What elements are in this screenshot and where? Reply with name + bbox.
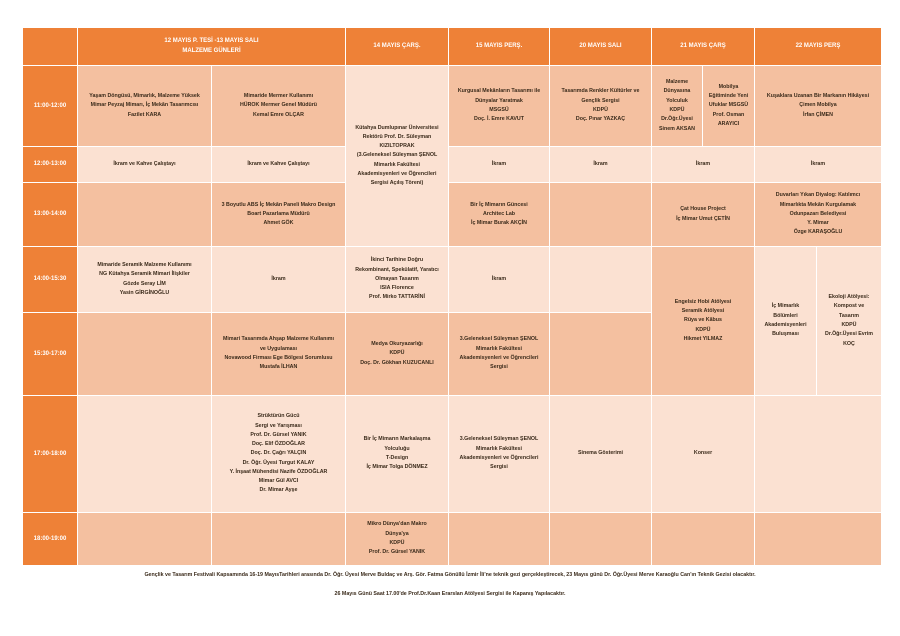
- time-slot: 17:00-18:00: [23, 396, 78, 513]
- empty-cell: [78, 183, 212, 247]
- cell-line: Kompost ve: [833, 303, 865, 310]
- footer-note-closing: 26 Mayıs Günü Saat 17.00'de Prof.Dr.Kaan Erarslan Atölyesi Sergisi ile Kapanış Yapılacaktır.: [334, 591, 566, 597]
- header-day-12-13-may: [78, 28, 346, 66]
- cell-line: MALZEME GÜNLERİ: [182, 47, 241, 54]
- cell-line: Mimar Gül AVCI: [258, 478, 299, 485]
- cell-line: ARAYICI: [717, 120, 740, 127]
- cell-line: İç Mimarlık: [771, 303, 800, 310]
- break-cell: İkram ve Kahve Çalıştayı: [212, 147, 346, 183]
- cell-line: ve Uygulaması: [259, 345, 298, 352]
- cell-line: Boart Pazarlama Müdürü: [247, 210, 310, 217]
- header-day-15-may: 15 MAYIS PERŞ.: [449, 28, 550, 66]
- cell-line: Ufuklar MSGSÜ: [708, 102, 749, 109]
- session-cell: Konser: [652, 396, 755, 513]
- cell-line: Akademisyenleri ve Öğrencileri: [459, 355, 539, 361]
- session-cell: [346, 396, 449, 513]
- cell-line: Dr.Öğr.Üyesi Evrim: [825, 331, 873, 338]
- cell-line: Doç. İ. Emre KAVUT: [474, 116, 524, 123]
- cell-line: Y. Mimar: [807, 220, 829, 227]
- schedule-table: [22, 27, 882, 566]
- cell-line: Bir İç Mimarın Markalaşma: [363, 436, 431, 443]
- cell-line: Tasarımda Renkler Kültürler ve: [561, 88, 640, 95]
- cell-line: Dünyalar Yaratmak: [475, 97, 523, 104]
- header-day-20-may: 20 MAYIS SALI: [550, 28, 652, 66]
- session-cell: [755, 183, 882, 247]
- cell-line: Gençlik Sergisi: [581, 97, 620, 104]
- cell-line: Doç. Dr. Gökhan KUZUCANLI: [360, 359, 434, 366]
- cell-line: Sergisi Açılış Töreni): [370, 180, 424, 187]
- session-cell: [212, 313, 346, 396]
- cell-line: KDPÜ: [592, 107, 608, 113]
- cell-line: Mikro Dünya'dan Makro: [367, 521, 427, 528]
- cell-line: Sergisi: [490, 364, 508, 371]
- empty-cell: [550, 313, 652, 396]
- cell-line: Akademisyenleri ve Öğrencileri: [357, 170, 437, 177]
- cell-line: Doç. Elif ÖZDOĞLAR: [252, 441, 305, 448]
- cell-line: Doç. Pınar YAZKAÇ: [575, 116, 626, 123]
- cell-line: Sinem AKSAN: [658, 125, 695, 132]
- cell-line: Akademisyenleri ve Öğrencileri: [459, 455, 539, 461]
- cell-line: Mimaride Seramik Malzeme Kullanımı: [97, 261, 192, 268]
- cell-line: Sergi ve Yarışması: [255, 422, 302, 429]
- time-slot: 15:30-17:00: [23, 313, 78, 396]
- session-cell: [212, 396, 346, 513]
- header-corner: [23, 28, 78, 66]
- table-row: [23, 66, 882, 147]
- empty-cell: [449, 513, 550, 566]
- cell-line: 12 MAYIS P. TESİ -13 MAYIS SALI: [164, 37, 259, 44]
- table-row: [23, 247, 882, 313]
- cell-line: Bir İç Mimarın Güncesi: [470, 201, 528, 208]
- cell-line: Hikmet YILMAZ: [683, 335, 723, 342]
- empty-cell: [550, 247, 652, 313]
- cell-line: Yolculuk: [666, 97, 688, 104]
- cell-line: Mustafa İLHAN: [259, 364, 298, 371]
- cell-line: Y. İnşaat Mühendisi Nazife ÖZDOĞLAR: [229, 468, 328, 475]
- opening-ceremony-cell: [346, 66, 449, 247]
- cell-line: Dünyasına: [663, 88, 691, 95]
- session-cell: [78, 66, 212, 147]
- time-slot: 18:00-19:00: [23, 513, 78, 566]
- exhibition-cell: [449, 313, 550, 396]
- empty-cell: [78, 396, 212, 513]
- cell-line: 3.Geleneksel Süleyman ŞENOL: [459, 436, 539, 443]
- cell-line: Gözde Seray LİM: [123, 280, 166, 287]
- cell-line: Medya Okuryazarlığı: [371, 341, 423, 348]
- cell-line: Kuşaklara Uzanan Bir Markanın Hikâyesi: [766, 93, 870, 100]
- break-cell: İkram ve Kahve Çalıştayı: [78, 147, 212, 183]
- cell-line: Rüya ve Kâbus: [684, 317, 722, 324]
- cell-line: Akademisyenleri: [764, 322, 807, 328]
- cell-line: Mimarlık Fakültesi: [476, 345, 522, 352]
- cell-line: KDPÜ: [695, 326, 711, 333]
- table-row: [23, 183, 882, 247]
- break-cell: İkram: [755, 147, 882, 183]
- session-cell: [449, 183, 550, 247]
- cell-line: Fazilet KARA: [127, 111, 162, 118]
- cell-line: KDPÜ: [389, 540, 405, 546]
- cell-line: Kütahya Dumlupınar Üniversitesi: [355, 124, 439, 131]
- cell-line: Architec Lab: [482, 210, 516, 217]
- cell-line: Mimari Tasarımda Ahşap Malzeme Kullanımı: [223, 336, 334, 343]
- cell-line: Mimarlık Fakültesi: [374, 161, 420, 168]
- cell-line: ISIA Florence: [380, 285, 414, 292]
- workshop-cell: [817, 247, 882, 396]
- header-day-21-may: 21 MAYIS ÇARŞ: [652, 28, 755, 66]
- cell-line: KDPÜ: [669, 107, 685, 113]
- cell-line: Buluşması: [772, 331, 799, 338]
- session-cell: [346, 247, 449, 313]
- cell-line: Seramik Atölyesi: [681, 308, 725, 315]
- cell-line: Rektörü Prof. Dr. Süleyman: [362, 133, 432, 140]
- cell-line: Dr.Öğr.Üyesi: [661, 116, 693, 123]
- break-cell: İkram: [212, 247, 346, 313]
- cell-line: T-Design: [385, 455, 409, 461]
- cell-line: Novawood Firması Ege Bölgesi Sorumlusu: [224, 355, 333, 361]
- cell-line: KOÇ: [843, 340, 855, 347]
- cell-line: Odunpazarı Belediyesi: [789, 210, 847, 217]
- cell-line: Prof. Dr. Gürsel YANIK: [368, 549, 426, 556]
- workshop-cell: [652, 247, 755, 396]
- cell-line: Bölümleri: [773, 312, 798, 319]
- table-row: [23, 513, 882, 566]
- table-row: [23, 147, 882, 183]
- empty-cell: [78, 513, 212, 566]
- break-cell: İkram: [449, 147, 550, 183]
- time-slot: 11:00-12:00: [23, 66, 78, 147]
- cell-line: Malzeme: [665, 79, 689, 86]
- cell-line: Tasarım: [839, 312, 859, 319]
- session-cell: [78, 247, 212, 313]
- cell-line: Mimarlık Fakültesi: [476, 445, 522, 452]
- empty-cell: [550, 513, 652, 566]
- cell-line: Yolculuğu: [384, 445, 410, 452]
- header-day-22-may: 22 MAYIS PERŞ: [755, 28, 882, 66]
- footer-note-technical-trips: Gençlik ve Tasarım Festivali Kapsamında 16-19 MayısTarihleri arasında Dr. Öğr. Üyesi Merve Buldaç ve Arş. Gör. Fatma Gönüllü İzmir İli'ne teknik gezi gerçekleştirecek, 23 Mayıs günü Dr. Öğr.Üyesi Merve Karaoğlu Can'ın Teknik Gezisi olacaktır.: [144, 572, 756, 578]
- cell-line: İç Mimar Umut ÇETİN: [676, 215, 730, 222]
- cell-line: Dr. Öğr. Üyesi Turgut KALAY: [242, 459, 315, 466]
- cell-line: Prof. Mirko TATTARİNİ: [369, 294, 425, 301]
- session-cell: [652, 183, 755, 247]
- break-cell: İkram: [550, 147, 652, 183]
- cell-line: 3 Boyutlu ABS İç Mekân Paneli Makro Design: [221, 201, 336, 208]
- cell-line: KDPÜ: [841, 322, 857, 328]
- cell-line: Mimar Peyzaj Mimarı, İç Mekân Tasarımcısı: [90, 102, 199, 109]
- time-slot: 14:00-15:30: [23, 247, 78, 313]
- cell-line: İç Mimar Burak AKÇİN: [470, 220, 528, 227]
- empty-cell: [755, 396, 882, 513]
- cell-line: 3.Geleneksel Süleyman ŞENOL: [459, 336, 539, 343]
- cell-line: Dünya'ya: [385, 530, 409, 537]
- cell-line: Dr. Mimar Ayşe: [259, 487, 298, 494]
- cell-line: Eğitiminde Yeni: [708, 93, 749, 100]
- session-cell: [703, 66, 755, 147]
- cell-line: Özge KARAŞOĞLU: [793, 229, 843, 236]
- cell-line: Prof. Osman: [712, 111, 745, 118]
- session-cell: [755, 66, 882, 147]
- table-row: [23, 396, 882, 513]
- cell-line: Doç. Dr. Çağrı YALÇIN: [250, 450, 307, 457]
- header-day-14-may: 14 MAYIS ÇARŞ.: [346, 28, 449, 66]
- cell-line: (3.Geleneksel Süleyman ŞENOL: [356, 152, 438, 159]
- cell-line: İkinci Tarihine Doğru: [370, 257, 424, 264]
- session-cell: [652, 66, 703, 147]
- cell-line: Ekoloji Atölyesi:: [828, 294, 870, 301]
- empty-cell: [755, 513, 882, 566]
- time-slot: 13:00-14:00: [23, 183, 78, 247]
- cell-line: Prof. Dr. Gürsel YANIK: [250, 431, 307, 438]
- session-cell: [346, 313, 449, 396]
- session-cell: [212, 66, 346, 147]
- session-cell: Sinema Gösterimi: [550, 396, 652, 513]
- cell-line: Çat House Project: [680, 206, 726, 213]
- cell-line: Mimarlıkta Mekân Kurgulamak: [779, 201, 857, 208]
- cell-line: Yasin GİRGİNOĞLU: [119, 289, 170, 296]
- cell-line: Strüktürün Gücü: [257, 413, 300, 420]
- session-cell: [755, 247, 817, 396]
- cell-line: Duvarları Yıkan Diyalog: Katılımcı: [775, 192, 861, 199]
- empty-cell: [78, 313, 212, 396]
- break-cell: İkram: [652, 147, 755, 183]
- cell-line: NG Kütahya Seramik Mimari İlişkiler: [99, 271, 190, 278]
- cell-line: İrfan ÇİMEN: [802, 111, 834, 118]
- cell-line: MSGSÜ: [489, 107, 509, 113]
- cell-line: Yaşam Döngüsü, Mimarlık, Malzeme Yüksek: [89, 93, 200, 100]
- session-cell: [550, 66, 652, 147]
- cell-line: KIZILTOPRAK: [379, 143, 415, 150]
- cell-line: Sergisi: [490, 464, 508, 471]
- header-row: [23, 28, 882, 66]
- empty-cell: [550, 183, 652, 247]
- exhibition-cell: [449, 396, 550, 513]
- cell-line: Mobilya: [718, 83, 739, 90]
- empty-cell: [212, 513, 346, 566]
- cell-line: Ahmet GÖK: [263, 220, 294, 227]
- cell-line: KDPÜ: [389, 350, 405, 357]
- cell-line: Mimaride Mermer Kullanımı: [243, 93, 314, 100]
- break-cell: İkram: [449, 247, 550, 313]
- session-cell: [449, 66, 550, 147]
- empty-cell: [652, 513, 755, 566]
- session-cell: [212, 183, 346, 247]
- cell-line: İç Mimar Tolga DÖNMEZ: [366, 464, 428, 471]
- cell-line: Çimen Mobilya: [799, 102, 837, 109]
- session-cell: [346, 513, 449, 566]
- time-slot: 12:00-13:00: [23, 147, 78, 183]
- cell-line: Olmayan Tasarım: [375, 275, 419, 282]
- cell-line: Rekombinant, Spekülatif, Yaratıcı: [355, 266, 439, 273]
- cell-line: Engelsiz Hobi Atölyesi: [674, 298, 732, 305]
- cell-line: Kurgusal Mekânların Tasarımı ile: [457, 88, 541, 95]
- cell-line: Kemal Emre OLÇAR: [253, 111, 304, 118]
- cell-line: HÜROK Mermer Genel Müdürü: [239, 102, 318, 109]
